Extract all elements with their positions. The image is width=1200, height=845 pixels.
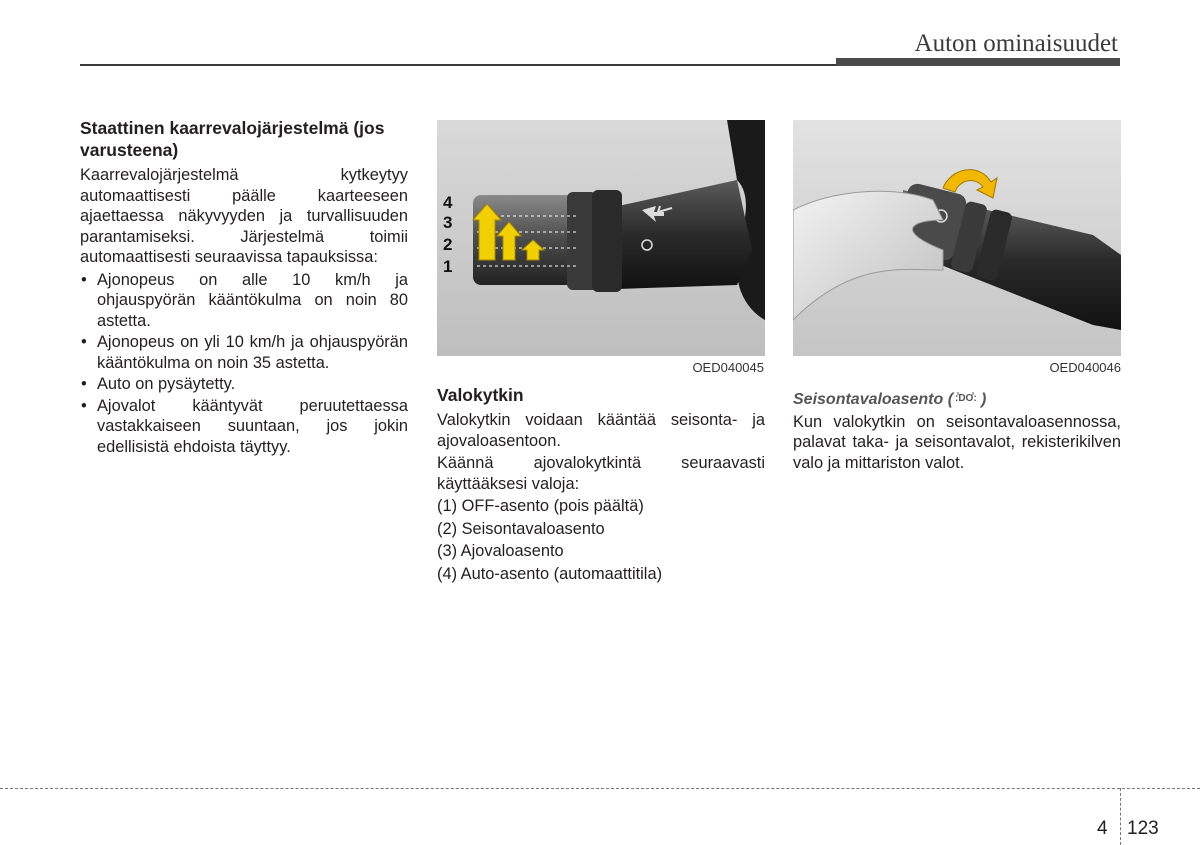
section-static-cornering-light [80,117,408,458]
list-item: • Ajonopeus on yli 10 km/h ja ohjauspyörän kääntökulma on noin 35 astetta. [80,332,408,373]
chapter-number: 4 [1097,818,1108,839]
list-item: • Auto on pysäytetty. [80,374,408,395]
figure-parking-light-position [793,120,1121,364]
position-label-3: 3 [443,213,453,232]
section-heading: Staattinen kaarrevalojärjestelmä (jos varusteena) [80,118,385,160]
figure-light-switch-positions [437,120,765,364]
subheading-text: Seisontavaloasento ( [793,391,954,408]
section-paragraph: Valokytkin voidaan kääntää seisonta- ja ajovaloasentoon. [437,411,765,450]
section-paragraph: Käännä ajovalokytkintä seuraavasti käyttääksesi valoja: [437,454,765,493]
position-label-2: 2 [443,235,453,254]
header-rule [80,64,840,66]
figure-code: OED040045 [692,360,764,375]
list-item: • Ajovalot kääntyvät peruutettaessa vastakkaiseen suuntaan, jos jokin edellisistä ehdoista täyttyy. [80,396,408,458]
page-header-title: Auton ominaisuudet [914,30,1118,57]
list-item: (3) Ajovaloasento [437,542,564,560]
position-list [437,496,765,584]
light-switch-stalk-illustration [437,120,765,364]
subheading-text: ) [981,391,987,408]
footer-divider [1120,788,1121,845]
section-intro: Kaarrevalojärjestelmä kytkeytyy automaattisesti päälle kaarteeseen ajaettaessa näkyvyyden ja turvallisuuden parantamiseksi. Järjestelmä toimii automaattisesti seuraavissa tapauksissa: [80,166,408,266]
position-label-1: 1 [443,257,453,276]
footer-rule [0,788,1200,789]
section-paragraph: Kun valokytkin on seisontavaloasennossa, palavat taka- ja seisontavalot, rekisterikilven valo ja mittariston valot. [793,412,1121,472]
hand-rotating-switch-illustration [793,120,1121,364]
header-rule-accent [836,58,1120,66]
condition-list [80,270,408,458]
list-item: (2) Seisontavaloasento [437,519,605,538]
section-parking-light [793,390,1121,475]
section-heading: Valokytkin [437,385,524,405]
svg-text::DO:: :DO: [955,393,977,404]
position-label-4: 4 [443,193,453,212]
list-item: (4) Auto-asento (automaattitila) [437,564,663,583]
section-subheading [793,390,1121,411]
parking-light-icon [953,390,981,406]
list-item: • Ajonopeus on alle 10 km/h ja ohjauspyörän kääntökulma on noin 80 astetta. [80,270,408,332]
page-number: 123 [1127,818,1159,839]
section-light-switch [437,384,765,586]
figure-code: OED040046 [1049,360,1121,375]
list-item: (1) OFF-asento (pois päältä) [437,497,644,515]
